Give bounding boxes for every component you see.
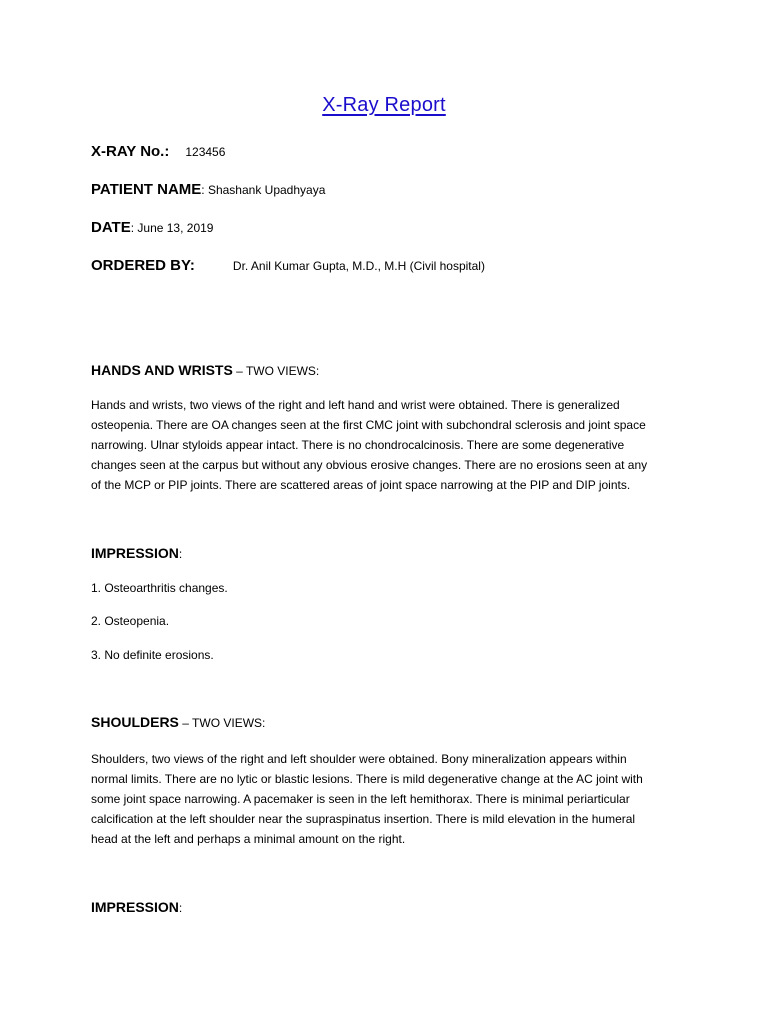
- impression-item: 1. Osteoarthritis changes.: [91, 581, 228, 595]
- paragraph-line: of the MCP or PIP joints. There are scattered areas of joint space narrowing at the PIP and DIP joints.: [91, 478, 631, 492]
- ordered-by-label: ORDERED BY:: [91, 257, 195, 274]
- paragraph-line: head at the left and perhaps a minimal amount on the right.: [91, 832, 406, 846]
- hands-wrists-subtitle: – TWO VIEWS:: [232, 364, 320, 378]
- hands-wrists-paragraph: [91, 395, 691, 495]
- shoulders-heading: [91, 714, 265, 730]
- shoulders-title: SHOULDERS: [91, 714, 179, 730]
- impression-colon-1: :: [178, 547, 183, 561]
- date-value: : June 13, 2019: [130, 221, 214, 235]
- patient-name-value: : Shashank Upadhyaya: [201, 183, 326, 197]
- paragraph-line: normal limits. There are no lytic or blastic lesions. There is mild degenerative change at the AC joint with: [91, 772, 643, 786]
- impression-title-1: IMPRESSION: [91, 545, 179, 561]
- xray-number-field: [91, 143, 225, 160]
- date-label: DATE: [91, 219, 131, 236]
- paragraph-line: narrowing. Ulnar styloids appear intact. There is no chondrocalcinosis. There are some degenerative: [91, 438, 625, 452]
- impression-colon-2: :: [178, 901, 183, 915]
- paragraph-line: Shoulders, two views of the right and left shoulder were obtained. Bony mineralization appears within: [91, 752, 627, 766]
- shoulders-subtitle: – TWO VIEWS:: [178, 716, 266, 730]
- impression-item: 2. Osteopenia.: [91, 614, 170, 628]
- hands-wrists-title: HANDS AND WRISTS: [91, 362, 233, 378]
- paragraph-line: some joint space narrowing. A pacemaker is seen in the left hemithorax. There is minimal periarticular: [91, 792, 630, 806]
- date-field: [91, 219, 213, 236]
- xray-number-value: 123456: [185, 145, 226, 159]
- shoulders-paragraph: [91, 749, 691, 849]
- page-title: X-Ray Report: [322, 94, 446, 116]
- impression-item: 3. No definite erosions.: [91, 648, 214, 662]
- paragraph-line: calcification at the left shoulder near the supraspinatus insertion. There is mild elevation in the humeral: [91, 812, 636, 826]
- hands-wrists-heading: [91, 362, 319, 378]
- patient-name-label: PATIENT NAME: [91, 181, 202, 198]
- impression-heading-1: [91, 545, 182, 561]
- paragraph-line: changes seen at the carpus but without any obvious erosive changes. There are no erosions seen at any: [91, 458, 648, 472]
- paragraph-line: Hands and wrists, two views of the right and left hand and wrist were obtained. There is generalized: [91, 398, 620, 412]
- xray-number-label: X-RAY No.:: [91, 143, 170, 160]
- paragraph-line: osteopenia. There are OA changes seen at the first CMC joint with subchondral sclerosis and joint space: [91, 418, 646, 432]
- ordered-by-value: Dr. Anil Kumar Gupta, M.D., M.H (Civil hospital): [232, 259, 485, 273]
- ordered-by-field: [91, 257, 485, 274]
- impression-title-2: IMPRESSION: [91, 899, 179, 915]
- impression-heading-2: [91, 899, 182, 915]
- patient-name-field: [91, 181, 325, 198]
